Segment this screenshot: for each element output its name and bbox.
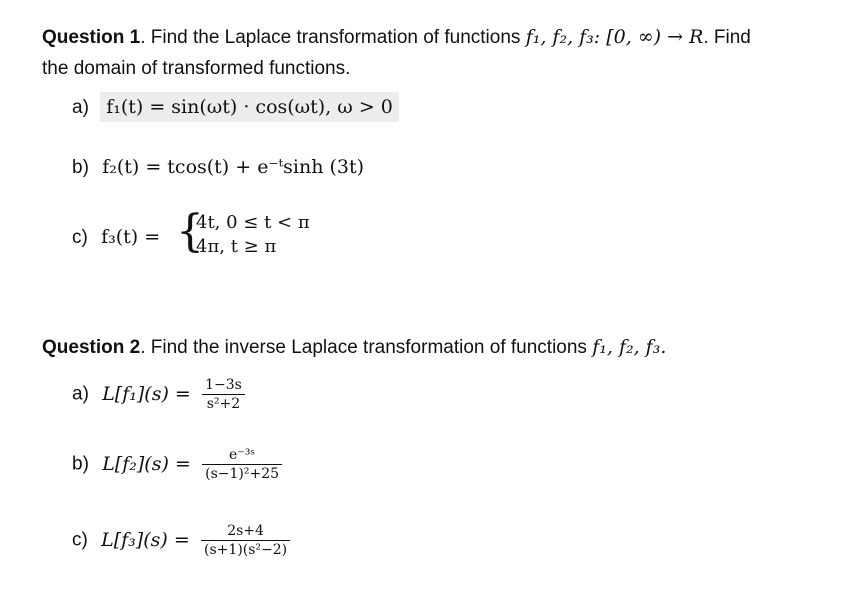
question-2-text: . Find the inverse Laplace transformation of functions [140,337,593,358]
question-1-text-end: . Find [703,27,751,48]
q1-item-b [72,156,364,179]
q2-item-c-denominator: (s+1)(s²−2) [204,542,288,558]
piecewise-brace: { [176,206,204,257]
question-1-label: Question 1 [42,27,141,48]
q2-item-a-denominator: s²+2 [206,396,241,412]
q2-item-a-fraction [202,376,245,413]
q2-item-c-fraction [201,522,290,559]
q2-item-b-numerator: e⁻³ˢ [202,446,282,465]
q2-item-c-lhs: L[f₃](s) = [101,528,190,551]
q2-item-a [72,376,245,413]
question-2-functions: f₁, f₂, f₃. [592,336,667,358]
q1-item-b-label: b) [72,157,89,178]
q1-item-a [72,96,399,119]
q2-item-a-lhs: L[f₁](s) = [102,382,191,405]
q2-item-a-label: a) [72,383,89,405]
q2-item-b-fraction [202,446,282,483]
question-2-heading [42,336,666,359]
q1-item-c-expression: f₃(t) = [101,226,161,248]
q1-item-c-label: c) [72,227,88,248]
question-2-label: Question 2 [42,337,141,358]
q1-item-a-label: a) [72,97,89,118]
q1-item-b-expression: f₂(t) = tcos(t) + e⁻ᵗsinh (3t) [102,156,365,178]
q1-item-a-expression: f₁(t) = sin(ωt) · cos(ωt), ω > 0 [100,92,399,122]
piecewise-case-2: 4π, t ≥ π [196,236,277,257]
piecewise-case-1: 4t, 0 ≤ t < π [196,212,310,233]
q2-item-c [72,522,290,559]
question-1-heading [42,26,751,49]
q2-item-b-denominator: (s−1)²+25 [205,466,280,482]
q2-item-c-numerator: 2s+4 [201,522,290,541]
q1-item-c [72,226,160,249]
question-1-functions: f₁, f₂, f₃: [0, ∞) → R [525,26,704,48]
q2-item-a-numerator: 1−3s [202,376,245,395]
q2-item-b-label: b) [72,453,89,475]
question-1-line-2: the domain of transformed functions. [42,58,351,79]
q2-item-c-label: c) [72,529,88,551]
q2-item-b [72,446,282,483]
question-1-text: . Find the Laplace transformation of functions [140,27,526,48]
q2-item-b-lhs: L[f₂](s) = [102,452,191,475]
